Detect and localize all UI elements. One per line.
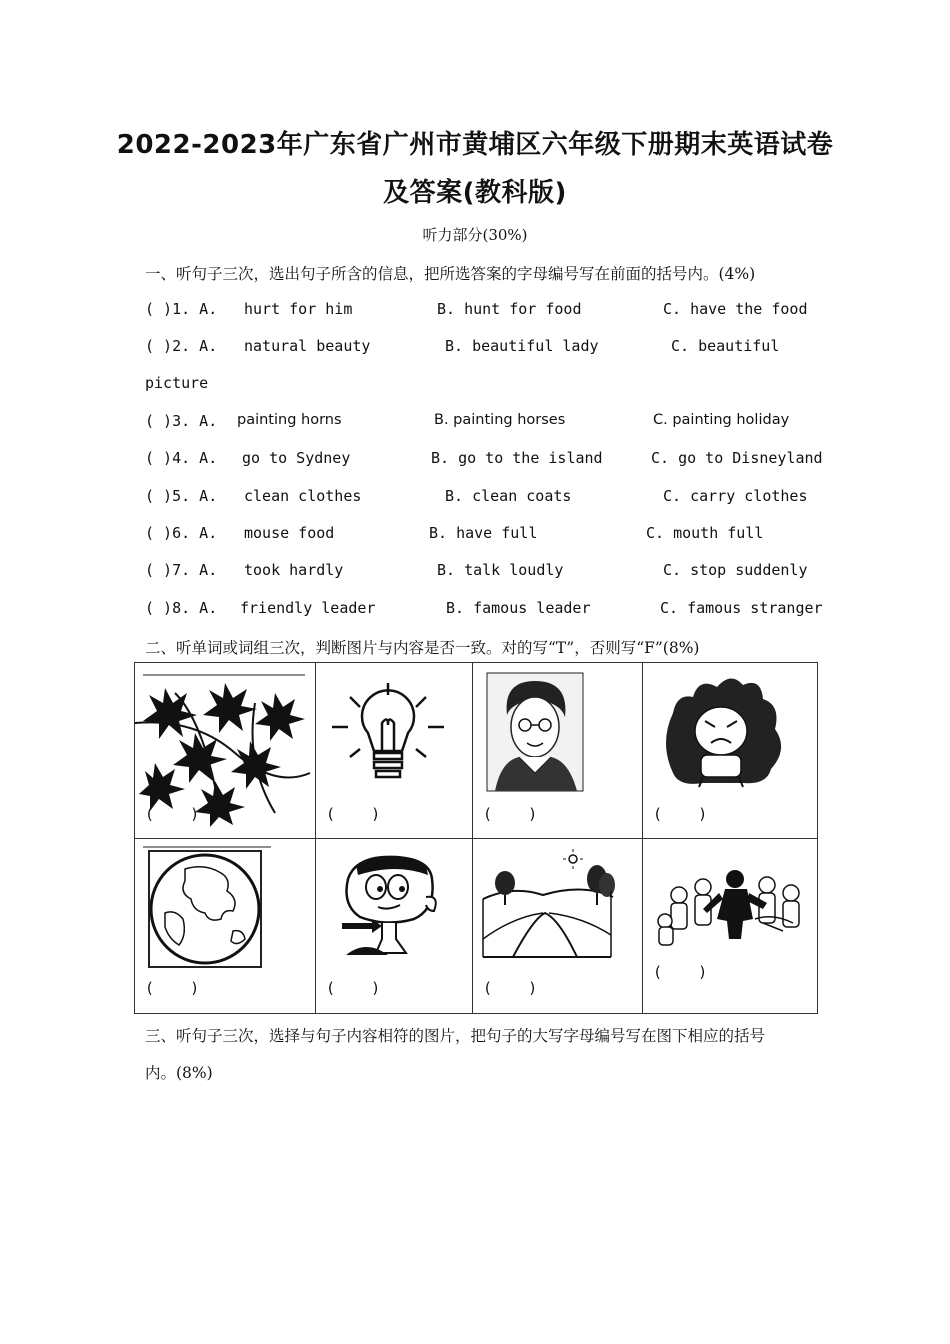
title-line-1: 2022-2023年广东省广州市黄埔区六年级下册期末英语试卷: [116, 130, 834, 160]
picture-cell-portrait: [473, 663, 643, 839]
question-number: ( )2. A.: [145, 337, 218, 355]
option-b: B. go to the island: [431, 449, 603, 467]
option-c: C. go to Disneyland: [651, 449, 823, 467]
question-number: ( )5. A.: [145, 487, 218, 505]
section-3-heading-line-1: 三、听句子三次，选择与句子内容相符的图片，把句子的大写字母编号写在图下相应的括号: [145, 1027, 766, 1045]
answer-blank[interactable]: ( ): [145, 805, 200, 823]
option-c: C. stop suddenly: [663, 561, 808, 579]
picture-cell-leaves: [135, 663, 316, 839]
picture-cell-road: [473, 839, 643, 1014]
section-2-heading: 二、听单词或词组三次，判断图片与内容是否一致。对的写“T”，否则写“F”(8%): [145, 639, 700, 657]
picture-cell-angry: [643, 663, 818, 839]
answer-blank[interactable]: ( ): [483, 805, 538, 823]
picture-cell-boy: [316, 839, 473, 1014]
question-number: ( )7. A.: [145, 561, 218, 579]
option-a: friendly leader: [240, 599, 376, 617]
option-b: B. painting horses: [434, 412, 566, 428]
option-a: took hardly: [244, 561, 344, 579]
answer-blank[interactable]: ( ): [653, 805, 708, 823]
question-number: ( )6. A.: [145, 524, 218, 542]
option-c-wrap: picture: [145, 374, 209, 392]
answer-blank[interactable]: ( ): [483, 979, 538, 997]
section-3-heading-line-2: 内。(8%): [145, 1064, 213, 1082]
question-number: ( )3. A.: [145, 412, 218, 430]
option-c: C. carry clothes: [663, 487, 808, 505]
option-c: C. painting holiday: [653, 412, 790, 428]
answer-blank[interactable]: ( ): [326, 805, 381, 823]
answer-blank[interactable]: ( ): [326, 979, 381, 997]
option-c: C. beautiful: [671, 337, 780, 355]
option-b: B. famous leader: [446, 599, 591, 617]
option-a: clean clothes: [244, 487, 362, 505]
option-b: B. clean coats: [445, 487, 572, 505]
question-number: ( )1. A.: [145, 300, 218, 318]
picture-cell-bulb: [316, 663, 473, 839]
option-b: B. hunt for food: [437, 300, 582, 318]
option-b: B. beautiful lady: [445, 337, 599, 355]
answer-blank[interactable]: ( ): [653, 963, 708, 981]
question-number: ( )8. A.: [145, 599, 218, 617]
option-c: C. have the food: [663, 300, 808, 318]
title-line-2: 及答案(教科版): [383, 178, 567, 208]
listening-subtitle: 听力部分(30%): [422, 226, 528, 244]
option-a: mouse food: [244, 524, 335, 542]
answer-blank[interactable]: ( ): [145, 979, 200, 997]
picture-cell-earth: [135, 839, 316, 1014]
option-c: C. mouth full: [646, 524, 764, 542]
option-c: C. famous stranger: [660, 599, 823, 617]
crowd-people-icon: [643, 839, 818, 1014]
section-1-heading: 一、听句子三次，选出句子所含的信息，把所选答案的字母编号写在前面的括号内。(4%): [145, 265, 756, 283]
picture-cell-crowd: [643, 839, 818, 1014]
option-a: go to Sydney: [242, 449, 351, 467]
option-b: B. talk loudly: [437, 561, 564, 579]
option-a: hurt for him: [244, 300, 353, 318]
picture-grid: [134, 662, 818, 1014]
option-a: painting horns: [237, 412, 342, 428]
question-number: ( )4. A.: [145, 449, 218, 467]
option-b: B. have full: [429, 524, 538, 542]
option-a: natural beauty: [244, 337, 371, 355]
